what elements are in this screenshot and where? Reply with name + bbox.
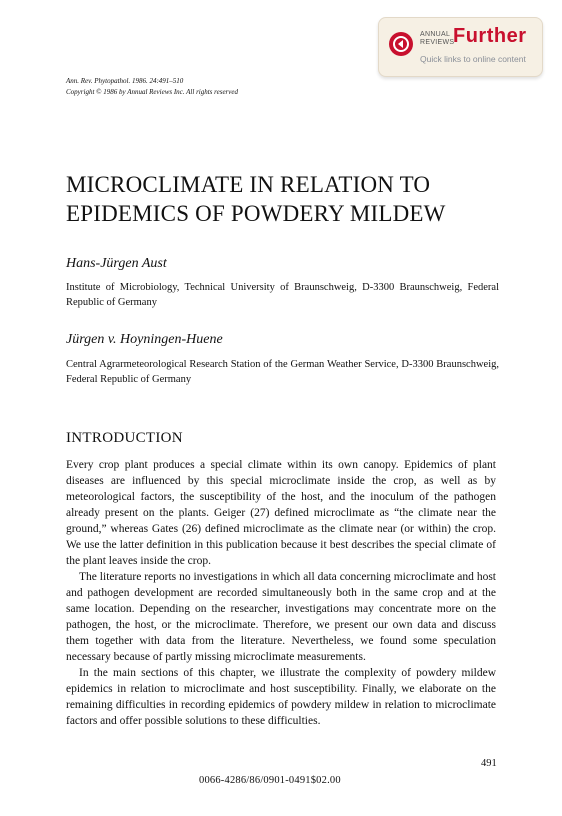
banner-annual-reviews-label: ANNUAL REVIEWS <box>420 31 455 46</box>
footer-code: 0066-4286/86/0901-0491$02.00 <box>199 775 341 786</box>
banner-quick-links[interactable]: Quick links to online content <box>420 54 526 64</box>
title-line-2: EPIDEMICS OF POWDERY MILDEW <box>66 201 446 226</box>
further-banner[interactable] <box>378 17 543 77</box>
paper-title <box>66 170 486 228</box>
page-number: 491 <box>481 758 497 769</box>
copyright-line: Copyright © 1986 by Annual Reviews Inc. All rights reserved <box>66 88 238 96</box>
banner-further-label[interactable]: Further <box>453 25 527 47</box>
author-name: Jürgen v. Hoyningen-Huene <box>66 332 223 347</box>
author-name: Hans-Jürgen Aust <box>66 256 167 271</box>
paragraph: In the main sections of this chapter, we illustrate the complexity of powdery mildew epidemics in relation to microclimate and host susceptibility. Finally, we elaborate on the remaining difficulties in recording epidemics of powdery mildew in relation to microclimate factors and offer possible solutions to these difficulties. <box>66 667 496 727</box>
paragraph: The literature reports no investigations in which all data concerning microclimate and host and pathogen development are recorded simultaneously both in the same crop and at the same location. Depending on the researcher, investigations may concentrate more on the pathogen, the host, or the microclimate. Therefore, we present our own data and discuss them together with data from the literature. Nevertheless, we found some speculation necessary because of partly missing microclimate measurements. <box>66 571 496 663</box>
arrow-play-icon[interactable] <box>389 32 413 56</box>
author-affiliation: Central Agrarmeteorological Research Station of the German Weather Service, D-3300 Braunschweig, Federal Republic of Germany <box>66 359 499 385</box>
paragraph: Every crop plant produces a special climate within its own canopy. Epidemics of plant diseases are influenced by this special microclimate inside the crop, as well as by meteorological factors, the susceptibility of the host, and the inoculum of the pathogen already present on the plants. Geiger (27) defined microclimate as “the climate near the ground,” whereas Gates (26) defined microclimate as the climate near (or within) the crop. We use the latter definition in this publication because it best describes the special climate of the plant leaves inside the crop. <box>66 459 496 567</box>
section-body <box>66 457 496 729</box>
title-line-1: MICROCLIMATE IN RELATION TO <box>66 172 431 197</box>
citation-block <box>66 76 238 98</box>
section-heading: INTRODUCTION <box>66 430 183 446</box>
journal-line: Ann. Rev. Phytopathol. 1986. 24:491–510 <box>66 77 184 85</box>
author-affiliation: Institute of Microbiology, Technical University of Braunschweig, D-3300 Braunschweig, Federal Republic of Germany <box>66 282 499 308</box>
